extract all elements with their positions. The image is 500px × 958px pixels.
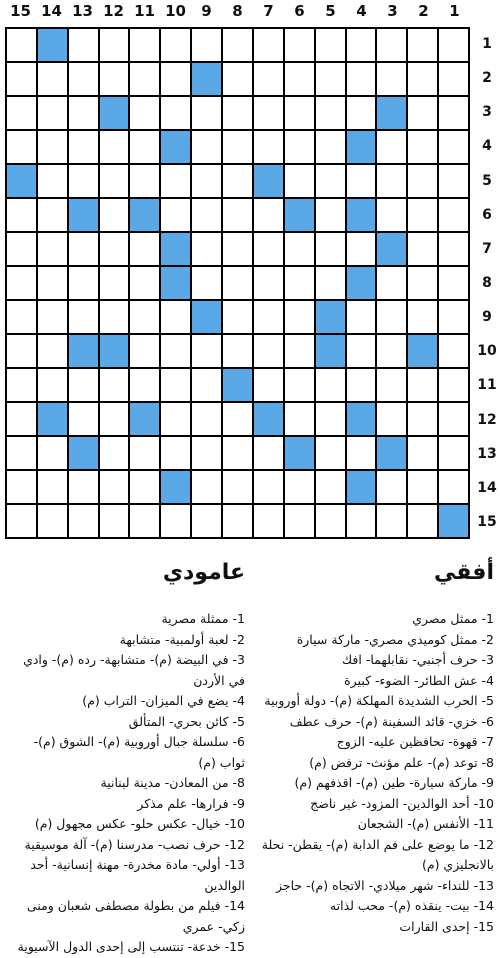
- shaded-cell: [161, 233, 190, 265]
- grid-cell[interactable]: [408, 369, 437, 401]
- grid-cell[interactable]: [69, 369, 98, 401]
- row-number: 12: [477, 411, 497, 428]
- grid-cell[interactable]: [439, 369, 468, 401]
- grid-cell[interactable]: [38, 199, 67, 231]
- grid-cell[interactable]: [69, 131, 98, 163]
- grid-cell[interactable]: [69, 63, 98, 95]
- grid-cell[interactable]: [130, 267, 159, 299]
- shaded-cell: [316, 301, 345, 333]
- column-number: 15: [10, 2, 31, 20]
- column-number: 5: [325, 2, 336, 20]
- grid-cell[interactable]: [347, 505, 376, 537]
- grid-cell[interactable]: [377, 403, 406, 435]
- grid-cell[interactable]: [439, 301, 468, 333]
- grid-cell[interactable]: [7, 199, 36, 231]
- across-title: أفقي: [433, 560, 494, 585]
- grid-cell[interactable]: [254, 131, 283, 163]
- grid-cell[interactable]: [254, 233, 283, 265]
- grid-cell[interactable]: [192, 199, 221, 231]
- grid-cell[interactable]: [377, 301, 406, 333]
- row-number: 5: [482, 172, 492, 189]
- across-clue-list: [257, 609, 494, 937]
- shaded-cell: [192, 63, 221, 95]
- grid-cell[interactable]: [377, 165, 406, 197]
- grid-cell[interactable]: [254, 97, 283, 129]
- across-clue: 3- حرف أجنبي- نقابلهما- افك: [341, 652, 494, 667]
- grid-cell[interactable]: [100, 131, 129, 163]
- across-clue: 5- الحرب الشديدة المهلكة (م)- دولة أوروبية: [264, 693, 494, 708]
- grid-cell[interactable]: [192, 233, 221, 265]
- grid-cell[interactable]: [316, 97, 345, 129]
- column-number: 12: [103, 2, 124, 20]
- grid-cell[interactable]: [439, 63, 468, 95]
- grid-cell[interactable]: [223, 29, 252, 61]
- shaded-cell: [192, 301, 221, 333]
- grid-cell[interactable]: [69, 267, 98, 299]
- row-number: 3: [482, 104, 492, 121]
- shaded-cell: [38, 29, 67, 61]
- grid-cell[interactable]: [316, 233, 345, 265]
- grid-cell[interactable]: [347, 369, 376, 401]
- across-clue: 4- عش الطائر- الضوء- كبيرة: [344, 672, 494, 688]
- row-number: 14: [477, 479, 497, 496]
- down-clue: 4- يضع في الميزان- التراب (م): [82, 693, 245, 708]
- grid-cell[interactable]: [100, 471, 129, 503]
- grid-cell[interactable]: [439, 437, 468, 469]
- grid-cell[interactable]: [285, 301, 314, 333]
- grid-cell[interactable]: [192, 335, 221, 367]
- grid-cell[interactable]: [69, 505, 98, 537]
- grid-cell[interactable]: [439, 233, 468, 265]
- column-number: 1: [449, 2, 460, 20]
- grid-cell[interactable]: [223, 471, 252, 503]
- grid-cell[interactable]: [223, 505, 252, 537]
- down-clues: [8, 560, 245, 954]
- grid-cell[interactable]: [7, 505, 36, 537]
- across-clue: 14- بيت- ينقذه (م)- محب لذاته: [329, 898, 494, 913]
- grid-cell[interactable]: [285, 233, 314, 265]
- column-numbers: [5, 2, 470, 24]
- grid-cell[interactable]: [223, 403, 252, 435]
- down-clue: 1- ممثلة مصرية: [161, 611, 245, 626]
- grid-cell[interactable]: [347, 301, 376, 333]
- column-number: 9: [201, 2, 212, 20]
- grid-cell[interactable]: [161, 505, 190, 537]
- down-clue: 13- أولي- مادة مخدرة- مهنة إنسانية- أحد الوالدين: [30, 857, 245, 893]
- shaded-cell: [377, 233, 406, 265]
- column-number: 4: [356, 2, 367, 20]
- grid-cell[interactable]: [130, 63, 159, 95]
- grid-cell[interactable]: [7, 471, 36, 503]
- grid-cell[interactable]: [316, 403, 345, 435]
- grid-cell[interactable]: [130, 471, 159, 503]
- grid-cell[interactable]: [439, 403, 468, 435]
- grid-cell[interactable]: [285, 335, 314, 367]
- shaded-cell: [130, 403, 159, 435]
- grid-cell[interactable]: [100, 505, 129, 537]
- grid-cell[interactable]: [347, 437, 376, 469]
- grid-cell[interactable]: [130, 165, 159, 197]
- down-clue: 10- خيال- عكس حلو- عكس مجهول (م): [34, 816, 245, 831]
- grid-cell[interactable]: [38, 437, 67, 469]
- grid-cell[interactable]: [7, 29, 36, 61]
- grid-cell[interactable]: [161, 403, 190, 435]
- grid-cell[interactable]: [223, 335, 252, 367]
- grid-cell[interactable]: [254, 505, 283, 537]
- grid-cell[interactable]: [316, 165, 345, 197]
- down-clue: 12- حرف نصب- مدرسنا (م)- آلة موسيقية: [24, 836, 245, 852]
- grid-cell[interactable]: [377, 131, 406, 163]
- grid-cell[interactable]: [408, 63, 437, 95]
- grid-cell[interactable]: [192, 437, 221, 469]
- shaded-cell: [285, 199, 314, 231]
- grid-cell[interactable]: [254, 199, 283, 231]
- row-number: 8: [482, 274, 492, 291]
- grid-cell[interactable]: [130, 97, 159, 129]
- grid-cell[interactable]: [377, 505, 406, 537]
- grid-cell[interactable]: [408, 199, 437, 231]
- grid-cell[interactable]: [130, 233, 159, 265]
- grid-cell[interactable]: [254, 369, 283, 401]
- grid-cell[interactable]: [285, 97, 314, 129]
- row-number: 6: [482, 206, 492, 223]
- grid-cell[interactable]: [192, 471, 221, 503]
- across-clue: 10- أحد الوالدين- المزود- غير ناضج: [310, 795, 494, 811]
- grid-cell[interactable]: [439, 335, 468, 367]
- grid-cell[interactable]: [316, 199, 345, 231]
- grid-cell[interactable]: [38, 233, 67, 265]
- across-clue: 13- للنداء- شهر ميلادي- الاتجاه (م)- حاجز: [276, 877, 494, 893]
- grid-cell[interactable]: [161, 165, 190, 197]
- shaded-cell: [316, 335, 345, 367]
- grid-cell[interactable]: [439, 165, 468, 197]
- grid-cell[interactable]: [192, 131, 221, 163]
- grid-cell[interactable]: [254, 437, 283, 469]
- down-clue: 15- خدعة- تنتسب إلى إحدى الدول الآسيوية: [17, 939, 245, 954]
- grid-cell[interactable]: [377, 29, 406, 61]
- grid-cell[interactable]: [408, 131, 437, 163]
- column-number: 3: [387, 2, 398, 20]
- across-clue: 15- إحدى القارات: [399, 918, 494, 934]
- grid-cell[interactable]: [69, 29, 98, 61]
- row-number: 2: [482, 70, 492, 87]
- column-number: 6: [294, 2, 305, 20]
- down-clue: 5- كائن بحري- المتألق: [128, 713, 245, 729]
- shaded-cell: [161, 267, 190, 299]
- grid-cell[interactable]: [254, 335, 283, 367]
- column-number: 7: [263, 2, 274, 20]
- row-number: 15: [477, 513, 497, 530]
- grid-cell[interactable]: [7, 335, 36, 367]
- down-clue: 2- لعبة أولمبية- متشابهة: [119, 631, 245, 647]
- grid-cell[interactable]: [377, 471, 406, 503]
- grid-cell[interactable]: [100, 403, 129, 435]
- grid-cell[interactable]: [130, 131, 159, 163]
- grid-cell[interactable]: [38, 97, 67, 129]
- grid-cell[interactable]: [377, 63, 406, 95]
- shaded-cell: [7, 165, 36, 197]
- grid-cell[interactable]: [69, 97, 98, 129]
- grid-cell[interactable]: [100, 233, 129, 265]
- grid-cell[interactable]: [100, 63, 129, 95]
- column-number: 11: [134, 2, 155, 20]
- grid-cell[interactable]: [130, 505, 159, 537]
- shaded-cell: [347, 471, 376, 503]
- across-clue: 1- ممثل مصري: [412, 611, 494, 626]
- grid-cell[interactable]: [285, 131, 314, 163]
- grid-cell[interactable]: [38, 505, 67, 537]
- grid-cell[interactable]: [377, 199, 406, 231]
- grid-cell[interactable]: [439, 199, 468, 231]
- shaded-cell: [347, 267, 376, 299]
- column-number: 14: [41, 2, 62, 20]
- grid-cell[interactable]: [38, 301, 67, 333]
- grid-cell[interactable]: [192, 97, 221, 129]
- grid-cell[interactable]: [408, 97, 437, 129]
- grid-cell[interactable]: [38, 131, 67, 163]
- grid-cell[interactable]: [254, 267, 283, 299]
- grid-cell[interactable]: [408, 471, 437, 503]
- grid-cell[interactable]: [316, 437, 345, 469]
- row-number: 7: [482, 240, 492, 257]
- row-number: 1: [482, 36, 492, 53]
- grid-cell[interactable]: [408, 403, 437, 435]
- shaded-cell: [161, 471, 190, 503]
- crossword-grid: [5, 27, 470, 539]
- clues-section: [8, 560, 494, 954]
- grid-cell[interactable]: [408, 437, 437, 469]
- grid-cell[interactable]: [100, 199, 129, 231]
- grid-cell[interactable]: [69, 233, 98, 265]
- grid-cell[interactable]: [316, 131, 345, 163]
- grid-cell[interactable]: [223, 267, 252, 299]
- grid-cell[interactable]: [347, 63, 376, 95]
- across-clue: 8- توعد (م)- علم مؤنث- ترفض (م): [309, 754, 494, 770]
- shaded-cell: [254, 165, 283, 197]
- column-number: 8: [232, 2, 243, 20]
- shaded-cell: [254, 403, 283, 435]
- grid-cell[interactable]: [223, 63, 252, 95]
- grid-cell[interactable]: [7, 369, 36, 401]
- grid-cell[interactable]: [161, 369, 190, 401]
- grid-cell[interactable]: [7, 233, 36, 265]
- grid-cell[interactable]: [130, 335, 159, 367]
- row-numbers: [474, 27, 500, 539]
- grid-cell[interactable]: [223, 301, 252, 333]
- across-clue: 11- الأنفس (م)- الشجعان: [357, 816, 494, 831]
- grid-cell[interactable]: [223, 97, 252, 129]
- grid-cell[interactable]: [408, 29, 437, 61]
- down-clue: 6- سلسلة جبال أوروبية (م)- الشوق (م)- ثواب (م): [33, 734, 245, 770]
- grid-cell[interactable]: [316, 471, 345, 503]
- grid-cell[interactable]: [7, 63, 36, 95]
- grid-cell[interactable]: [316, 369, 345, 401]
- grid-cell[interactable]: [69, 471, 98, 503]
- grid-cell[interactable]: [377, 335, 406, 367]
- grid-cell[interactable]: [100, 267, 129, 299]
- shaded-cell: [408, 335, 437, 367]
- grid-cell[interactable]: [192, 403, 221, 435]
- grid-cell[interactable]: [130, 29, 159, 61]
- grid-cell[interactable]: [347, 233, 376, 265]
- row-number: 13: [477, 445, 497, 462]
- shaded-cell: [347, 199, 376, 231]
- shaded-cell: [38, 403, 67, 435]
- grid-cell[interactable]: [161, 97, 190, 129]
- grid-cell[interactable]: [38, 335, 67, 367]
- row-number: 10: [477, 343, 497, 360]
- grid-cell[interactable]: [7, 131, 36, 163]
- grid-cell[interactable]: [100, 29, 129, 61]
- shaded-cell: [69, 199, 98, 231]
- grid-cell[interactable]: [38, 267, 67, 299]
- grid-cell[interactable]: [285, 403, 314, 435]
- column-number: 13: [72, 2, 93, 20]
- grid-cell[interactable]: [161, 335, 190, 367]
- shaded-cell: [347, 403, 376, 435]
- grid-cell[interactable]: [130, 437, 159, 469]
- grid-cell[interactable]: [285, 29, 314, 61]
- grid-cell[interactable]: [223, 199, 252, 231]
- shaded-cell: [161, 131, 190, 163]
- grid-cell[interactable]: [439, 97, 468, 129]
- across-clue: 12- ما يوضع على فم الدابة (م)- يقطن- نحلة بالانجليزي (م): [261, 836, 494, 872]
- column-number: 10: [165, 2, 186, 20]
- row-number: 9: [482, 309, 492, 326]
- shaded-cell: [377, 437, 406, 469]
- grid-cell[interactable]: [38, 165, 67, 197]
- grid-cell[interactable]: [285, 267, 314, 299]
- grid-cell[interactable]: [100, 301, 129, 333]
- grid-cell[interactable]: [347, 97, 376, 129]
- grid-cell[interactable]: [408, 267, 437, 299]
- grid-cell[interactable]: [130, 369, 159, 401]
- grid-cell[interactable]: [192, 29, 221, 61]
- grid-cell[interactable]: [161, 437, 190, 469]
- down-clue: 3- في البيضة (م)- متشابهة- رده (م)- وادي في الأردن: [23, 652, 245, 688]
- grid-cell[interactable]: [7, 97, 36, 129]
- grid-cell[interactable]: [408, 165, 437, 197]
- grid-cell[interactable]: [254, 471, 283, 503]
- row-number: 11: [477, 377, 497, 394]
- grid-cell[interactable]: [130, 301, 159, 333]
- grid-cell[interactable]: [408, 505, 437, 537]
- grid-cell[interactable]: [38, 369, 67, 401]
- across-clue: 9- ماركة سيارة- طين (م)- اقذفهم (م): [294, 775, 494, 790]
- grid-cell[interactable]: [100, 165, 129, 197]
- shaded-cell: [100, 335, 129, 367]
- grid-cell[interactable]: [7, 267, 36, 299]
- grid-cell[interactable]: [377, 369, 406, 401]
- grid-cell[interactable]: [285, 369, 314, 401]
- across-clue: 6- خزي- قائد السفينة (م)- حرف عطف: [289, 713, 494, 729]
- grid-cell[interactable]: [316, 267, 345, 299]
- grid-cell[interactable]: [100, 369, 129, 401]
- grid-cell[interactable]: [38, 471, 67, 503]
- grid-cell[interactable]: [439, 267, 468, 299]
- grid-cell[interactable]: [192, 165, 221, 197]
- grid-cell[interactable]: [69, 165, 98, 197]
- shaded-cell: [439, 505, 468, 537]
- grid-cell[interactable]: [439, 471, 468, 503]
- grid-cell[interactable]: [285, 471, 314, 503]
- shaded-cell: [285, 437, 314, 469]
- row-number: 4: [482, 138, 492, 155]
- across-clue: 2- ممثل كوميدي مصري- ماركة سيارة: [296, 631, 494, 647]
- grid-cell[interactable]: [254, 29, 283, 61]
- down-title: عامودي: [162, 560, 245, 585]
- shaded-cell: [100, 97, 129, 129]
- grid-cell[interactable]: [7, 301, 36, 333]
- grid-cell[interactable]: [347, 165, 376, 197]
- grid-cell[interactable]: [38, 63, 67, 95]
- grid-cell[interactable]: [7, 403, 36, 435]
- shaded-cell: [377, 97, 406, 129]
- shaded-cell: [347, 131, 376, 163]
- grid-cell[interactable]: [100, 437, 129, 469]
- grid-cell[interactable]: [347, 29, 376, 61]
- grid-cell[interactable]: [285, 505, 314, 537]
- grid-cell[interactable]: [223, 233, 252, 265]
- grid-cell[interactable]: [192, 267, 221, 299]
- column-number: 2: [418, 2, 429, 20]
- grid-cell[interactable]: [69, 403, 98, 435]
- grid-cell[interactable]: [408, 301, 437, 333]
- grid-cell[interactable]: [347, 335, 376, 367]
- grid-cell[interactable]: [377, 267, 406, 299]
- across-clues: [257, 560, 494, 934]
- grid-cell[interactable]: [439, 29, 468, 61]
- grid-cell[interactable]: [408, 233, 437, 265]
- down-clue-list: [8, 609, 245, 958]
- shaded-cell: [69, 335, 98, 367]
- grid-cell[interactable]: [192, 369, 221, 401]
- grid-cell[interactable]: [7, 437, 36, 469]
- shaded-cell: [130, 199, 159, 231]
- grid-cell[interactable]: [161, 63, 190, 95]
- down-clue: 8- من المعادن- مدينة لبنانية: [100, 775, 245, 790]
- down-clue: 14- فيلم من بطولة مصطفى شعبان ومنى زكي- عمري: [26, 898, 245, 934]
- grid-cell[interactable]: [285, 165, 314, 197]
- grid-cell[interactable]: [192, 505, 221, 537]
- shaded-cell: [223, 369, 252, 401]
- grid-cell[interactable]: [223, 437, 252, 469]
- grid-cell[interactable]: [316, 29, 345, 61]
- across-clue: 7- قهوة- تحافظين عليه- الزوج: [336, 734, 494, 749]
- grid-cell[interactable]: [161, 199, 190, 231]
- grid-cell[interactable]: [69, 301, 98, 333]
- grid-cell[interactable]: [254, 63, 283, 95]
- shaded-cell: [69, 437, 98, 469]
- grid-cell[interactable]: [161, 301, 190, 333]
- grid-cell[interactable]: [223, 165, 252, 197]
- grid-cell[interactable]: [316, 63, 345, 95]
- grid-cell[interactable]: [254, 301, 283, 333]
- grid-cell[interactable]: [285, 63, 314, 95]
- down-clue: 9- فرارها- علم مذكر: [137, 795, 245, 811]
- grid-cell[interactable]: [223, 131, 252, 163]
- grid-cell[interactable]: [439, 131, 468, 163]
- grid-cell[interactable]: [161, 29, 190, 61]
- grid-cell[interactable]: [316, 505, 345, 537]
